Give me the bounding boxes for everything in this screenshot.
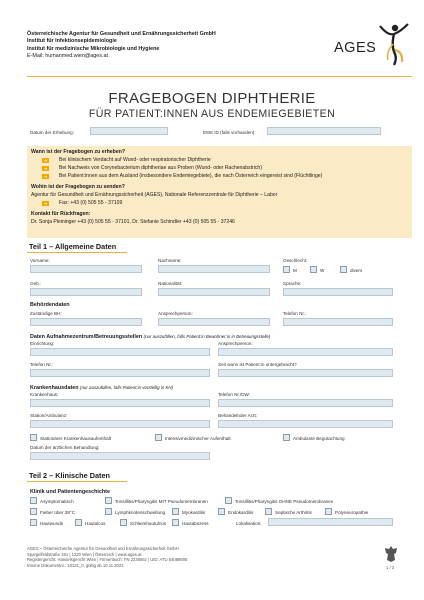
gender-m-label: M <box>293 268 297 273</box>
header-rule <box>27 76 412 77</box>
myokarditis-label: Myokarditis <box>182 510 206 515</box>
ages-figure-icon <box>378 22 410 66</box>
datum-erhebung-label: Datum der Erhebung: <box>30 130 74 135</box>
geschlecht-label: Geschlecht: <box>283 258 308 263</box>
station-label: Station/Ambulanz: <box>30 413 68 418</box>
septische-arthritis-checkbox[interactable] <box>265 508 272 515</box>
kh-heading-text: Krankenhausdaten <box>30 385 79 391</box>
einrichtung-field[interactable] <box>30 348 210 356</box>
hautulcus-label: Hautulcus <box>85 521 106 526</box>
when-item-1: Bei klinischem Verdacht auf Wund- oder respiratorischer Diphtherie <box>59 157 211 163</box>
footer-line-3: Registergericht: Handelsgericht Wien | Firmenbuch: FN 223056z | UID: ATU 54088605 <box>27 557 188 563</box>
contact-text: Dr. Sonja Pleininger +43 (0) 505 55 - 37101, Dr. Stefanie Schindler +43 (0) 505 55 - 37246 <box>31 219 235 225</box>
telefon-nr-label: Telefon Nr.: <box>283 311 307 316</box>
tonsillitis-mit-checkbox[interactable] <box>105 497 112 504</box>
contact-heading: Kontakt für Rückfragen: <box>31 211 91 217</box>
aufnahme-note: (nur auszufüllen, falls Patient:in Bewohner:in in Betreuungsstelle) <box>143 334 271 339</box>
klinik-heading: Klinik und Patientengeschichte <box>30 489 110 495</box>
gender-m-checkbox[interactable] <box>283 266 290 273</box>
geb-field[interactable] <box>30 288 142 296</box>
intensiv-checkbox[interactable] <box>155 434 162 441</box>
form-subtitle: FÜR PATIENT:INNEN AUS ENDEMIEGEBIETEN <box>88 108 336 120</box>
info-box <box>27 146 412 238</box>
teil2-title: Teil 2 – Klinische Daten <box>29 471 110 480</box>
lokalisation-field[interactable] <box>268 518 393 526</box>
kh-heading <box>30 385 173 391</box>
gender-w-label: W <box>320 268 325 273</box>
tonsillitis-ohne-checkbox[interactable] <box>225 497 232 504</box>
send-text: Agentur für Gesundheit und Ernährungssicherheit (AGES), Nationale Referenzzentrale für Diphtherie – Labor <box>31 192 278 198</box>
form-title: FRAGEBOGEN DIPHTHERIE <box>108 90 316 107</box>
org-name: Österreichische Agentur für Gesundheit und Ernährungssicherheit GmbH <box>27 31 216 37</box>
lymphknoten-label: Lymphknotenschwellung <box>115 510 166 515</box>
teil1-underline <box>27 252 127 253</box>
gender-divers-checkbox[interactable] <box>340 266 347 273</box>
vorname-label: Vorname: <box>30 258 50 263</box>
telefon-nr2-field[interactable] <box>30 369 210 377</box>
page-number: 1 / 2 <box>386 565 395 570</box>
ages-logo <box>334 22 414 66</box>
behandelnder-arzt-label: Behandelnder Arzt: <box>218 413 258 418</box>
station-field[interactable] <box>30 420 210 428</box>
fax-number: Fax: +43 (0) 505 55 - 37109 <box>59 200 123 206</box>
nachname-label: Nachname: <box>158 258 182 263</box>
polyneuropathie-label: Polyneuropathie <box>335 510 369 515</box>
arrow-icon: ➔ <box>43 174 48 179</box>
endokarditis-label: Endokarditis <box>228 510 254 515</box>
footer-line-1: AGES – Österreichische Agentur für Gesundheit und Ernährungssicherheit GmbH <box>27 546 179 551</box>
nationalitaet-label: Nationalität: <box>158 281 183 286</box>
fieber-checkbox[interactable] <box>30 508 37 515</box>
behandelnder-arzt-field[interactable] <box>218 420 393 428</box>
when-item-2: Bei Nachweis von Corynebacterium diphtheriae aus Proben (Wund- oder Rachenabstrich) <box>59 165 262 171</box>
header-block <box>27 31 216 61</box>
myokarditis-checkbox[interactable] <box>172 508 179 515</box>
datum-behandlung-label: Datum der ärztlichen Behandlung: <box>30 445 100 450</box>
aufnahme-heading <box>30 334 270 340</box>
einrichtung-label: Einrichtung: <box>30 341 55 346</box>
ems-id-field[interactable] <box>267 127 381 135</box>
stationaer-label: Stationärer Krankenhausaufenthalt <box>40 436 111 441</box>
hautabszess-checkbox[interactable] <box>172 519 179 526</box>
footer-line-2: Spargelfeldstraße 191 | 1220 Wien | Österreich | www.ages.at <box>27 551 142 557</box>
stationaer-checkbox[interactable] <box>30 434 37 441</box>
telefon-nr2-label: Telefon Nr.: <box>30 362 54 367</box>
hautulcus-checkbox[interactable] <box>75 519 82 526</box>
krankenhaus-field[interactable] <box>30 399 210 407</box>
schleimhautulcus-checkbox[interactable] <box>120 519 127 526</box>
datum-behandlung-field[interactable] <box>30 452 210 460</box>
telefon-nr-field[interactable] <box>283 318 393 326</box>
geb-label: Geb.: <box>30 281 42 286</box>
lymphknoten-checkbox[interactable] <box>105 508 112 515</box>
hautabszess-label: Hautabszess <box>182 521 209 526</box>
sprache-field[interactable] <box>283 288 393 296</box>
ansprechperson-field[interactable] <box>158 318 270 326</box>
teil1-title: Teil 1 – Allgemeine Daten <box>29 242 117 251</box>
septische-arthritis-label: Septische Arthritis <box>275 510 312 515</box>
footer-seal-icon <box>384 545 398 563</box>
lokalisation-label: Lokalisation: <box>236 521 262 526</box>
ambulant-checkbox[interactable] <box>283 434 290 441</box>
aufnahme-heading-text: Daten Aufnahmezentrum/Betreuungsstellen <box>30 334 143 340</box>
telefon-dw-label: Telefon Nr./DW: <box>218 392 251 397</box>
arrow-icon: ➔ <box>43 158 48 163</box>
footer-line-4: Interne Dokumentnr.: 10131_0, gültig ab 10.11.2022 <box>27 562 124 568</box>
polyneuropathie-checkbox[interactable] <box>325 508 332 515</box>
ems-id-label: EMS ID (falls vorhanden): <box>203 130 256 135</box>
tonsillitis-mit-label: Tonsillitis/Pharyngitis MIT Pseudomembranen <box>115 499 208 504</box>
intensiv-label: Intensivmedizinischer Aufenthalt <box>165 436 231 441</box>
asymptomatisch-label: Asymptomatisch <box>40 499 74 504</box>
tonsillitis-ohne-label: Tonsillitis/Pharyngitis OHNE Pseudomembranen <box>235 499 334 504</box>
hautwunde-label: Hautwunde <box>40 521 64 526</box>
zustaendige-bh-field[interactable] <box>30 318 142 326</box>
telefon-dw-field[interactable] <box>218 399 393 407</box>
ansprechperson-label: Ansprechperson: <box>158 311 193 316</box>
asymptomatisch-checkbox[interactable] <box>30 497 37 504</box>
teil2-underline <box>27 481 127 482</box>
ages-logo-text: AGES <box>334 40 377 56</box>
nationalitaet-field[interactable] <box>158 288 270 296</box>
ansprechperson2-field[interactable] <box>218 348 393 356</box>
austrian-eagle-icon <box>384 545 398 563</box>
sprache-label: Sprache: <box>283 281 302 286</box>
send-heading: Wohin ist der Fragebogen zu senden? <box>31 184 125 190</box>
hautwunde-checkbox[interactable] <box>30 519 37 526</box>
arrow-icon: ➔ <box>43 166 48 171</box>
institute-1: Institut für Infektionsepidemiologie <box>27 38 117 45</box>
when-heading: Wann ist der Fragebogen zu erheben? <box>31 149 126 155</box>
institute-2: Institut für medizinische Mikrobiologie und Hygiene <box>27 45 160 52</box>
nachname-field[interactable] <box>158 265 270 273</box>
gender-w-checkbox[interactable] <box>310 266 317 273</box>
schleimhautulcus-label: Schleimhautulcus <box>130 521 167 526</box>
behoerden-heading: Behördendaten <box>30 302 70 308</box>
kh-note: (nur auszufüllen, falls Patient:in vorstellig in KH) <box>80 385 174 390</box>
zustaendige-bh-label: Zuständige BH: <box>30 311 62 316</box>
datum-erhebung-field[interactable] <box>90 127 168 135</box>
seit-wann-field[interactable] <box>218 369 393 377</box>
arrow-icon: ➔ <box>43 201 48 206</box>
ansprechperson2-label: Ansprechperson: <box>218 341 253 346</box>
fieber-label: Fieber über 38°C <box>40 510 76 515</box>
footer <box>27 546 187 568</box>
gender-divers-label: divers <box>350 268 363 273</box>
when-item-3: Bei Patient:innen aus dem Ausland (insbesondere Endemiegebiete), die nach Österreich eingereist sind (Flüchtlinge) <box>59 173 323 179</box>
vorname-field[interactable] <box>30 265 142 273</box>
endokarditis-checkbox[interactable] <box>218 508 225 515</box>
krankenhaus-label: Krankenhaus: <box>30 392 59 397</box>
header-email: E-Mail: humanmed.wien@ages.at <box>27 53 108 60</box>
seit-wann-label: Seit wann ist Patient:in untergebracht? <box>218 362 297 367</box>
ambulant-label: Ambulante Begutachtung <box>293 436 345 441</box>
